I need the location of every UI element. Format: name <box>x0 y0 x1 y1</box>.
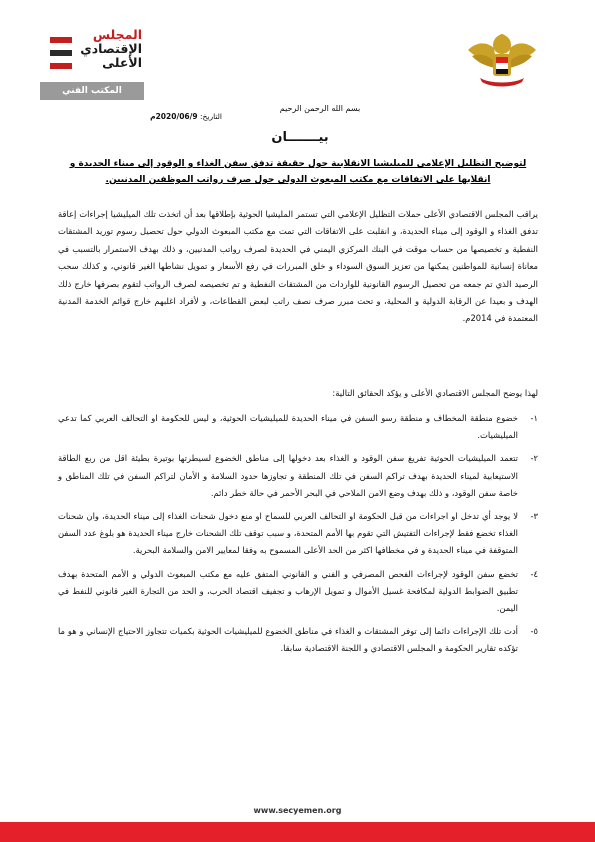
date-label: التاريخ: <box>200 112 222 121</box>
basmala: بسم الله الرحمن الرحيم <box>279 104 361 113</box>
footer-bar <box>0 822 595 842</box>
list-item <box>58 508 538 560</box>
council-name-line1: المجلس <box>92 27 142 42</box>
logo-stripe <box>50 63 72 69</box>
eagle-emblem-icon <box>466 28 538 90</box>
list-item-number: ٣- <box>530 511 538 522</box>
list-item-number: ١- <box>530 413 538 423</box>
council-name-line2: الإقتصادي <box>80 41 142 56</box>
facts-lead-line: لهذا يوضح المجلس الاقتصادي الأعلى و يؤكد الحقائق التالية: <box>332 388 538 398</box>
logo-stripe <box>50 37 72 43</box>
facts-list <box>58 410 538 664</box>
list-item-text: أدت تلك الإجراءات دائما إلى توفر المشتقات و الغذاء في مناطق الخضوع للميليشيات الحوثية بكميات تتجاوز الاحتياج الإنساني و هو ما تؤكده تقارير الحكومة و المجلس الاقتصادي و اللجنة الاقتصادية سابقا. <box>58 626 518 654</box>
footer-website-link[interactable]: www.secyemen.org <box>253 806 342 815</box>
council-name-line3: الأعلى <box>102 55 142 70</box>
list-item <box>58 566 538 618</box>
list-item-text: تخضع سفن الوقود لإجراءات الفحص المصرفي و الفني و القانوني المتفق عليه مع مكتب المبعوث الدولي و الأمم المتحدة بهدف تطبيق الضوابط الدولية لمكافحة غسيل الأموال و تمويل الإرهاب و تجفيف اقتصاد الحرب، و الحد من التجارة الغير قانوني للنفط في اليمن. <box>58 568 518 614</box>
list-item-number: ٥- <box>530 626 538 637</box>
council-logo <box>50 28 142 76</box>
list-item <box>58 450 538 502</box>
statement-heading: بيـــــــان <box>271 130 329 145</box>
list-item-number: ٢- <box>530 453 538 464</box>
intro-paragraph: يراقب المجلس الاقتصادي الأعلى حملات التظليل الإعلامي التي تستمر المليشيا الحوثية بإطلاقها بعد أن اتخذت تلك الميليشيا إجراءات إعاقة تدفق الغذاء و الوقود إلى ميناء الحديدة، و انقلبت على الاتفاقات التي تمت مع مكتب المبعوث الدولي حول تحصيل رسوم توريد المشتقات النفطية و تخصيصها من حساب موقت في البنك المركزي اليمني في الحديدة لصرف رواتب المدنيين، و ذلك بهدف الاستمرار بالتسبب في معاناة إنسانية للمواطنين يمكنها من تعزيز السوق السوداء و خلق المبررات في رفع الأسعار و تمويل نشاطها الغير قانوني، و كذلك سحب الرصيد الذي تم جمعه من تحصيل الرسوم القانونية للواردات من المشتقات النفطية و تم تخصيصه لصرف الرواتب لتقوم بصرفها خارج ذلك الهدف و بعيدا عن الرقابة الدولية و المحلية، و تحت مبرر صرف نصف راتب لبعض القطاعات، و لأفراد اغلبهم خارج قوائم الخدمة المدنية المعتمدة في 2014م. <box>58 209 538 324</box>
date-value: 2020/06/9م <box>150 112 198 121</box>
statement-title-text: لتوضيح التظليل الإعلامي للميليشيا الانقلابية حول حقيقة تدفق سفن الغذاء و الوقود إلى ميناء الحديدة و انقلابها على الاتفاقات مع مكتب المبعوث الدولي حول صرف رواتب الموظفين المدنيين. <box>69 159 527 185</box>
list-item-text: لا يوجد أي تدخل او اجراءات من قبل الحكومة او التحالف العربي للسماح او منع دخول شحنات الغذاء إلى ميناء الحديدة، وان شحنات الغذاء تخضع فقط لإجراءات التفتيش التي تقوم بها الأمم المتحدة، و سبب توقف تلك الشحنات خارج ميناء الحديدة هو بلوغ عدد السفن المتوقفة في ميناء الحديدة و في مخطافها اكثر من الحد الأعلى المسموح به وفقا لمعايير الامن والسلامة البحرية. <box>58 511 518 556</box>
list-item-number: ٤- <box>530 568 538 579</box>
document-date <box>112 112 222 121</box>
list-item-text: خضوع منطقة المخطاف و منطقة رسو السفن في ميناء الحديدة للميليشيات الحوثية، و ليس للحكومة او التحالف العربي كما تدعي الميليشيات. <box>58 413 518 441</box>
statement-title <box>58 156 538 188</box>
list-item <box>58 623 538 657</box>
office-badge: المكتب الفني <box>40 82 144 100</box>
list-item <box>58 410 538 444</box>
list-item-text: تتعمد الميليشيات الحوثية تفريغ سفن الوقود و الغذاء بعد دخولها إلى مناطق الخضوع لسيطرتها بوتيرة بطيئة اقل من ربع الطاقة الاستيعابية لميناء الحديدة بهدف تراكم السفن في تلك المنطقة و تجاوزها حدود السلامة و الأمان لتراكم السفن في تلك المناطق و خاصة سفن الوقود، و ذلك بهدف وضع الامن الملاحي في البحر الأحمر في حالة خطر دائم. <box>58 453 518 498</box>
council-name <box>72 28 142 70</box>
logo-stripe <box>50 50 72 56</box>
